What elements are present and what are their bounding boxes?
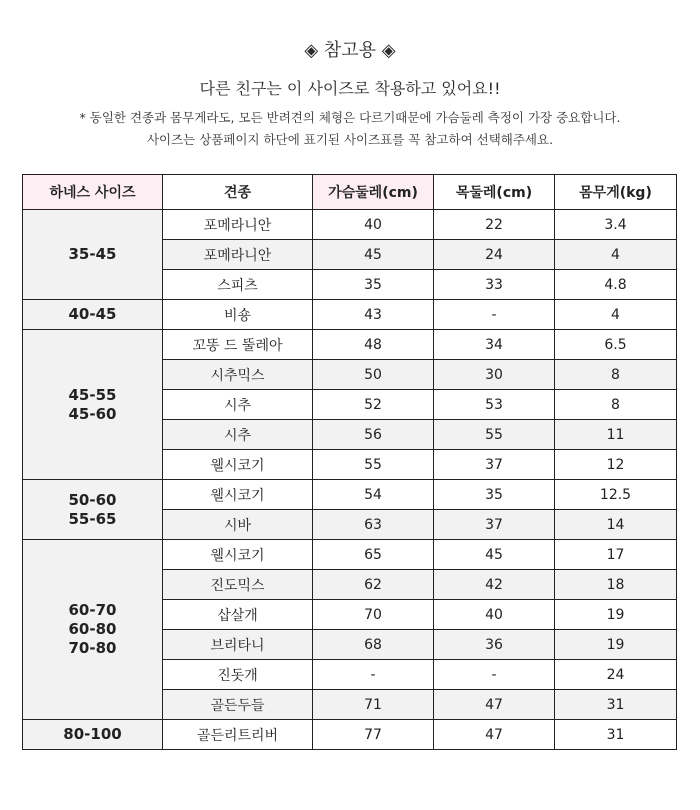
breed-cell: 골든두들 xyxy=(163,690,313,720)
chest-cell: 56 xyxy=(313,420,434,450)
neck-cell: 53 xyxy=(434,390,555,420)
breed-cell: 진돗개 xyxy=(163,660,313,690)
weight-cell: 24 xyxy=(555,660,677,690)
harness-size-label: 35-45 xyxy=(68,245,117,263)
neck-cell: - xyxy=(434,660,555,690)
weight-cell: 12.5 xyxy=(555,480,677,510)
chest-cell: - xyxy=(313,660,434,690)
neck-cell: 33 xyxy=(434,270,555,300)
table-row xyxy=(23,720,677,750)
neck-cell: 34 xyxy=(434,330,555,360)
breed-cell: 시추 xyxy=(163,390,313,420)
table-header-row xyxy=(23,175,677,210)
harness-size-label: 45-60 xyxy=(68,404,117,423)
chest-cell: 45 xyxy=(313,240,434,270)
breed-cell: 웰시코기 xyxy=(163,480,313,510)
chest-cell: 43 xyxy=(313,300,434,330)
weight-cell: 8 xyxy=(555,360,677,390)
harness-size-label: 80-100 xyxy=(63,725,122,743)
neck-cell: 45 xyxy=(434,540,555,570)
neck-cell: 42 xyxy=(434,570,555,600)
weight-cell: 4.8 xyxy=(555,270,677,300)
neck-cell: 35 xyxy=(434,480,555,510)
neck-cell: 22 xyxy=(434,210,555,240)
harness-size-label: 60-80 xyxy=(68,620,117,638)
breed-cell: 포메라니안 xyxy=(163,240,313,270)
weight-cell: 11 xyxy=(555,420,677,450)
neck-cell: - xyxy=(434,300,555,330)
breed-cell: 스피츠 xyxy=(163,270,313,300)
weight-cell: 3.4 xyxy=(555,210,677,240)
harness-size-label: 40-45 xyxy=(68,305,117,323)
chest-cell: 52 xyxy=(313,390,434,420)
table-body xyxy=(23,210,677,750)
neck-cell: 36 xyxy=(434,630,555,660)
chest-cell: 40 xyxy=(313,210,434,240)
chest-cell: 63 xyxy=(313,510,434,540)
note-text-1: * 동일한 견종과 몸무게라도, 모든 반려견의 체형은 다르기때문에 가슴둘레 측정이 가장 중요합니다. xyxy=(79,110,621,125)
weight-cell: 17 xyxy=(555,540,677,570)
neck-cell: 30 xyxy=(434,360,555,390)
weight-cell: 31 xyxy=(555,690,677,720)
breed-cell: 골든리트리버 xyxy=(163,720,313,750)
weight-cell: 19 xyxy=(555,630,677,660)
breed-cell: 시추믹스 xyxy=(163,360,313,390)
weight-cell: 18 xyxy=(555,570,677,600)
neck-cell: 47 xyxy=(434,720,555,750)
neck-cell: 24 xyxy=(434,240,555,270)
breed-cell: 브리타니 xyxy=(163,630,313,660)
table-row xyxy=(23,210,677,240)
neck-cell: 37 xyxy=(434,450,555,480)
breed-cell: 포메라니안 xyxy=(163,210,313,240)
header-harness-size: 하네스 사이즈 xyxy=(23,175,163,210)
neck-cell: 37 xyxy=(434,510,555,540)
weight-cell: 12 xyxy=(555,450,677,480)
chest-cell: 50 xyxy=(313,360,434,390)
chest-cell: 55 xyxy=(313,450,434,480)
chest-cell: 62 xyxy=(313,570,434,600)
weight-cell: 4 xyxy=(555,300,677,330)
chest-cell: 35 xyxy=(313,270,434,300)
chest-cell: 70 xyxy=(313,600,434,630)
harness-size-cell xyxy=(23,300,163,330)
breed-cell: 웰시코기 xyxy=(163,540,313,570)
table-row xyxy=(23,330,677,360)
breed-cell: 삽살개 xyxy=(163,600,313,630)
table-row xyxy=(23,540,677,570)
breed-cell: 비숑 xyxy=(163,300,313,330)
chest-cell: 68 xyxy=(313,630,434,660)
chest-cell: 77 xyxy=(313,720,434,750)
breed-cell: 시바 xyxy=(163,510,313,540)
chest-cell: 54 xyxy=(313,480,434,510)
breed-cell: 꼬똥 드 뚤레아 xyxy=(163,330,313,360)
breed-cell: 웰시코기 xyxy=(163,450,313,480)
harness-size-cell xyxy=(23,720,163,750)
harness-size-cell xyxy=(23,330,163,480)
breed-cell: 진도믹스 xyxy=(163,570,313,600)
chest-cell: 65 xyxy=(313,540,434,570)
harness-size-cell xyxy=(23,480,163,540)
harness-size-cell xyxy=(23,540,163,720)
page-subtitle: 다른 친구는 이 사이즈로 착용하고 있어요!! xyxy=(199,79,501,98)
table-row xyxy=(23,480,677,510)
weight-cell: 6.5 xyxy=(555,330,677,360)
harness-size-label: 50-60 xyxy=(68,490,117,509)
harness-size-label: 45-55 xyxy=(68,385,117,404)
page-title: ◈ 참고용 ◈ xyxy=(304,40,396,61)
note-text-2: 사이즈는 상품페이지 하단에 표기된 사이즈표를 꼭 참고하여 선택해주세요. xyxy=(146,132,554,147)
neck-cell: 55 xyxy=(434,420,555,450)
neck-cell: 40 xyxy=(434,600,555,630)
harness-size-label: 70-80 xyxy=(68,639,117,657)
harness-size-label: 55-65 xyxy=(68,509,117,528)
table-row xyxy=(23,300,677,330)
weight-cell: 19 xyxy=(555,600,677,630)
size-table xyxy=(22,174,677,750)
chest-cell: 71 xyxy=(313,690,434,720)
weight-cell: 14 xyxy=(555,510,677,540)
weight-cell: 31 xyxy=(555,720,677,750)
neck-cell: 47 xyxy=(434,690,555,720)
weight-cell: 4 xyxy=(555,240,677,270)
header-breed: 견종 xyxy=(163,175,313,210)
header-neck: 목둘레(cm) xyxy=(434,175,555,210)
breed-cell: 시추 xyxy=(163,420,313,450)
weight-cell: 8 xyxy=(555,390,677,420)
header-weight: 몸무게(kg) xyxy=(555,175,677,210)
harness-size-cell xyxy=(23,210,163,300)
header-chest: 가슴둘레(cm) xyxy=(313,175,434,210)
chest-cell: 48 xyxy=(313,330,434,360)
harness-size-label: 60-70 xyxy=(68,601,117,619)
